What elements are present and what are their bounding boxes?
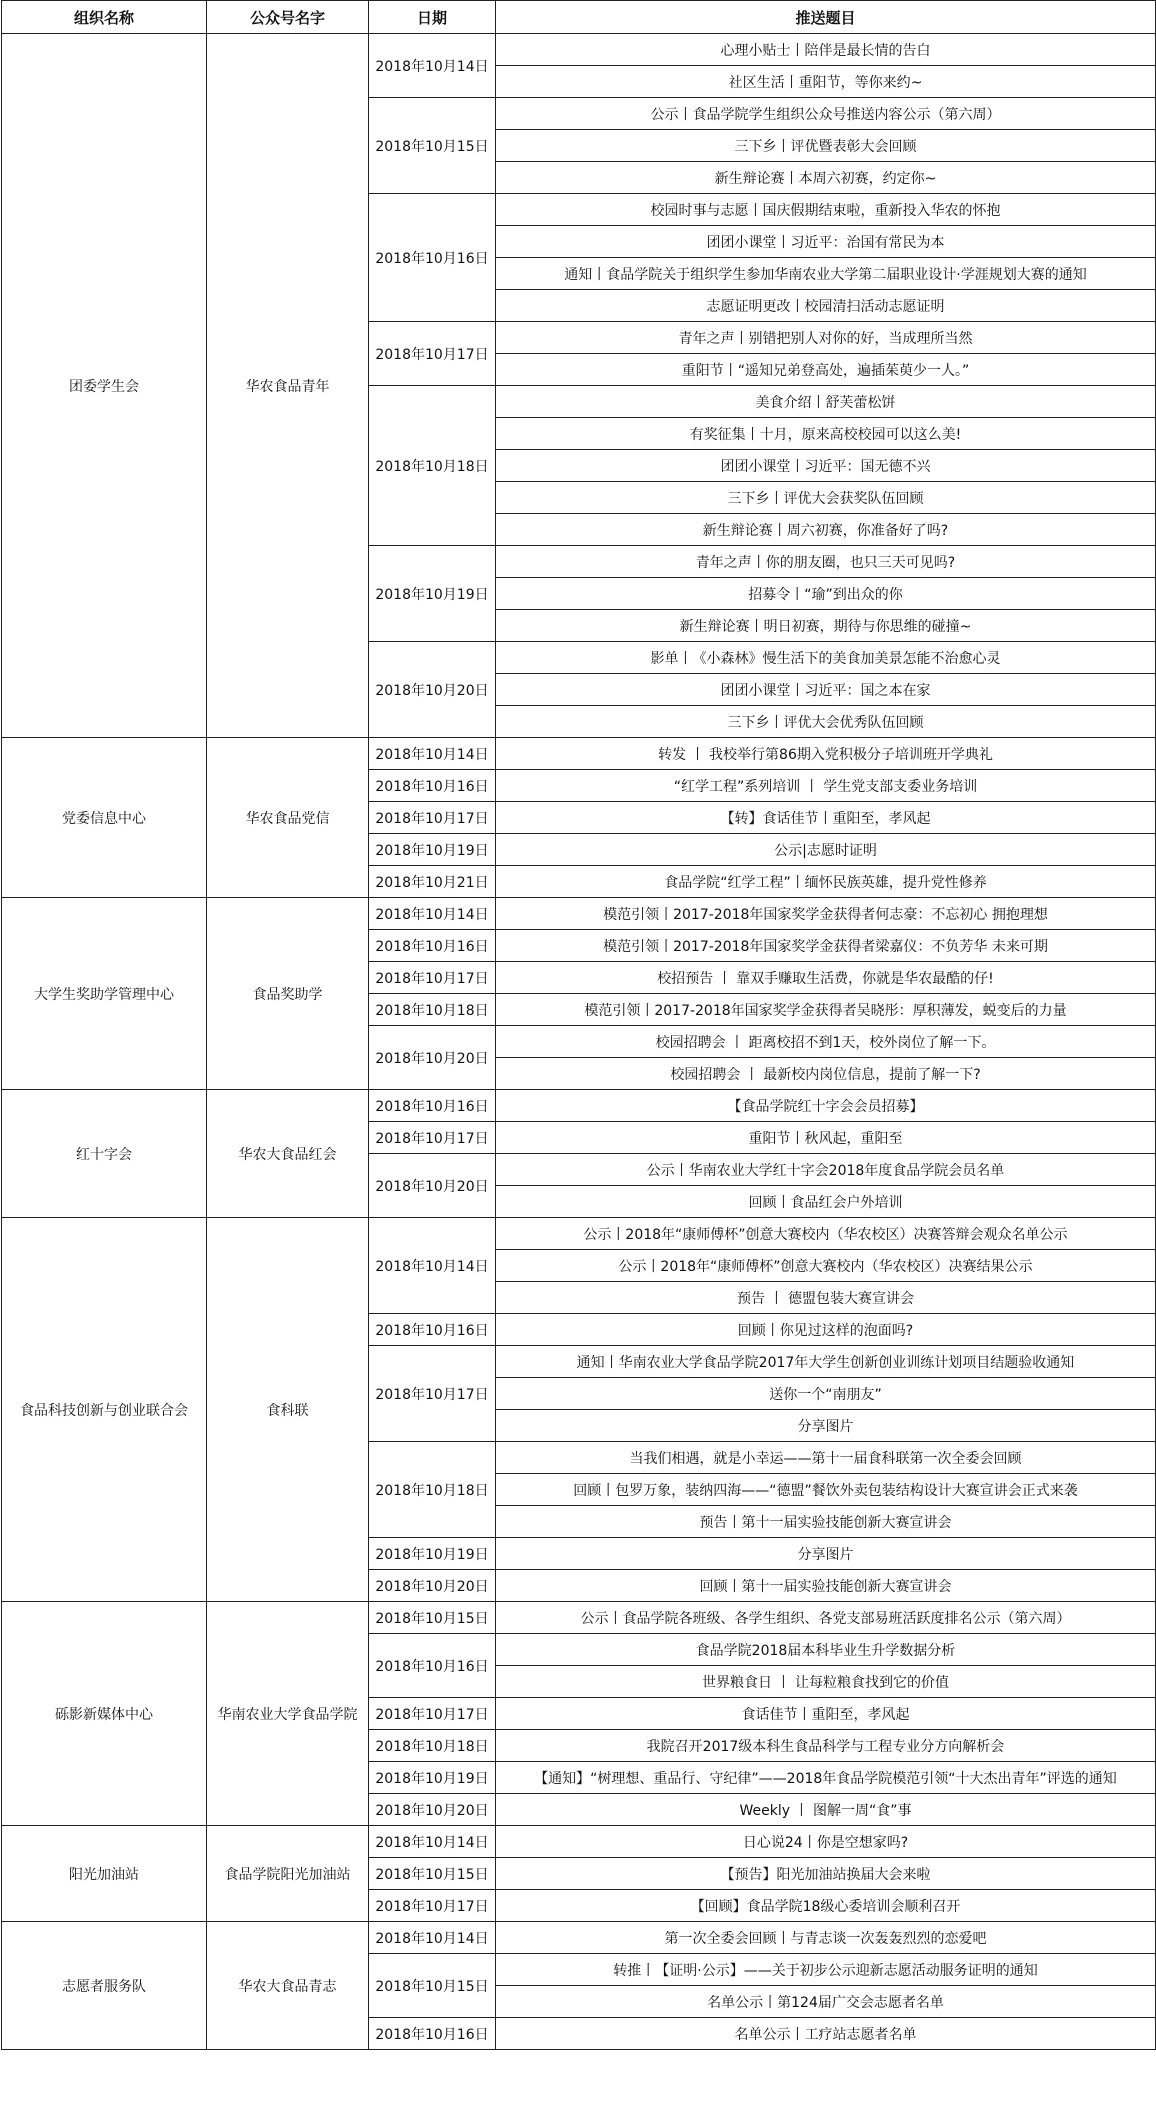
table-row bbox=[2, 1922, 1156, 1954]
account-name-cell: 华农食品党信 bbox=[207, 738, 369, 898]
push-title-cell: 【回顾】食品学院18级心委培训会顺利召开 bbox=[496, 1890, 1156, 1922]
account-name-cell: 华农食品青年 bbox=[207, 34, 369, 738]
push-title-cell: 公示|志愿时证明 bbox=[496, 834, 1156, 866]
account-name-cell: 食科联 bbox=[207, 1218, 369, 1602]
date-cell: 2018年10月20日 bbox=[369, 1026, 496, 1090]
push-title-cell: 预告丨第十一届实验技能创新大赛宣讲会 bbox=[496, 1506, 1156, 1538]
date-cell: 2018年10月16日 bbox=[369, 1090, 496, 1122]
push-title-cell: 公示丨华南农业大学红十字会2018年度食品学院会员名单 bbox=[496, 1154, 1156, 1186]
push-title-cell: 公示丨食品学院各班级、各学生组织、各党支部易班活跃度排名公示（第六周） bbox=[496, 1602, 1156, 1634]
table-row bbox=[2, 1826, 1156, 1858]
account-name-cell: 华农大食品红会 bbox=[207, 1090, 369, 1218]
push-title-cell: 青年之声丨你的朋友圈，也只三天可见吗? bbox=[496, 546, 1156, 578]
header-row bbox=[2, 1, 1156, 34]
push-title-cell: 美食介绍丨舒芙蕾松饼 bbox=[496, 386, 1156, 418]
push-title-cell: 预告 丨 德盟包装大赛宣讲会 bbox=[496, 1282, 1156, 1314]
org-name-cell: 党委信息中心 bbox=[2, 738, 207, 898]
push-schedule-table bbox=[1, 0, 1156, 2050]
date-cell: 2018年10月14日 bbox=[369, 738, 496, 770]
date-cell: 2018年10月20日 bbox=[369, 1570, 496, 1602]
date-cell: 2018年10月16日 bbox=[369, 1634, 496, 1698]
push-title-cell: 新生辩论赛丨明日初赛，期待与你思维的碰撞~ bbox=[496, 610, 1156, 642]
push-title-cell: 志愿证明更改丨校园清扫活动志愿证明 bbox=[496, 290, 1156, 322]
date-cell: 2018年10月19日 bbox=[369, 834, 496, 866]
push-title-cell: 心理小贴士丨陪伴是最长情的告白 bbox=[496, 34, 1156, 66]
push-title-cell: 分享图片 bbox=[496, 1410, 1156, 1442]
account-name-cell: 华农大食品青志 bbox=[207, 1922, 369, 2050]
push-title-cell: 世界粮食日 丨 让每粒粮食找到它的价值 bbox=[496, 1666, 1156, 1698]
push-title-cell: 模范引领丨2017-2018年国家奖学金获得者梁嘉仪：不负芳华 未来可期 bbox=[496, 930, 1156, 962]
push-title-cell: 【食品学院红十字会会员招募】 bbox=[496, 1090, 1156, 1122]
date-cell: 2018年10月18日 bbox=[369, 1442, 496, 1538]
push-title-cell: 分享图片 bbox=[496, 1538, 1156, 1570]
date-cell: 2018年10月20日 bbox=[369, 1794, 496, 1826]
date-cell: 2018年10月19日 bbox=[369, 1762, 496, 1794]
push-title-cell: 团团小课堂丨习近平：国无德不兴 bbox=[496, 450, 1156, 482]
org-name-cell: 食品科技创新与创业联合会 bbox=[2, 1218, 207, 1602]
push-title-cell: 【通知】“树理想、重品行、守纪律”——2018年食品学院模范引领“十大杰出青年”评选的通知 bbox=[496, 1762, 1156, 1794]
date-cell: 2018年10月16日 bbox=[369, 1314, 496, 1346]
push-title-cell: 名单公示丨工疗站志愿者名单 bbox=[496, 2018, 1156, 2050]
push-title-cell: 通知丨食品学院关于组织学生参加华南农业大学第二届职业设计·学涯规划大赛的通知 bbox=[496, 258, 1156, 290]
push-title-cell: 三下乡丨评优大会优秀队伍回顾 bbox=[496, 706, 1156, 738]
push-title-cell: 团团小课堂丨习近平：国之本在家 bbox=[496, 674, 1156, 706]
push-title-cell: 回顾丨你见过这样的泡面吗? bbox=[496, 1314, 1156, 1346]
date-cell: 2018年10月18日 bbox=[369, 994, 496, 1026]
push-title-cell: 送你一个“南朋友” bbox=[496, 1378, 1156, 1410]
push-title-cell: 影单丨《小森林》慢生活下的美食加美景怎能不治愈心灵 bbox=[496, 642, 1156, 674]
date-cell: 2018年10月16日 bbox=[369, 194, 496, 322]
push-title-cell: 转发 丨 我校举行第86期入党积极分子培训班开学典礼 bbox=[496, 738, 1156, 770]
org-name-cell: 志愿者服务队 bbox=[2, 1922, 207, 2050]
push-title-cell: 团团小课堂丨习近平：治国有常民为本 bbox=[496, 226, 1156, 258]
table-body bbox=[2, 34, 1156, 2050]
date-cell: 2018年10月17日 bbox=[369, 1890, 496, 1922]
push-title-cell: 名单公示丨第124届广交会志愿者名单 bbox=[496, 1986, 1156, 2018]
header-org: 组织名称 bbox=[2, 1, 207, 34]
push-title-cell: “红学工程”系列培训 丨 学生党支部支委业务培训 bbox=[496, 770, 1156, 802]
date-cell: 2018年10月18日 bbox=[369, 386, 496, 546]
push-title-cell: 【预告】阳光加油站换届大会来啦 bbox=[496, 1858, 1156, 1890]
date-cell: 2018年10月15日 bbox=[369, 1602, 496, 1634]
header-date: 日期 bbox=[369, 1, 496, 34]
date-cell: 2018年10月17日 bbox=[369, 1698, 496, 1730]
date-cell: 2018年10月14日 bbox=[369, 1826, 496, 1858]
push-title-cell: 校园招聘会 丨 最新校内岗位信息，提前了解一下? bbox=[496, 1058, 1156, 1090]
push-title-cell: 新生辩论赛丨周六初赛，你准备好了吗? bbox=[496, 514, 1156, 546]
push-title-cell: 校园招聘会 丨 距离校招不到1天，校外岗位了解一下。 bbox=[496, 1026, 1156, 1058]
push-title-cell: 青年之声丨别错把别人对你的好，当成理所当然 bbox=[496, 322, 1156, 354]
push-title-cell: 第一次全委会回顾丨与青志谈一次轰轰烈烈的恋爱吧 bbox=[496, 1922, 1156, 1954]
org-name-cell: 砾影新媒体中心 bbox=[2, 1602, 207, 1826]
date-cell: 2018年10月17日 bbox=[369, 322, 496, 386]
org-name-cell: 团委学生会 bbox=[2, 34, 207, 738]
push-title-cell: 转推丨【证明·公示】——关于初步公示迎新志愿活动服务证明的通知 bbox=[496, 1954, 1156, 1986]
date-cell: 2018年10月17日 bbox=[369, 1346, 496, 1442]
push-title-cell: 我院召开2017级本科生食品科学与工程专业分方向解析会 bbox=[496, 1730, 1156, 1762]
account-name-cell: 食品学院阳光加油站 bbox=[207, 1826, 369, 1922]
table-row bbox=[2, 738, 1156, 770]
push-title-cell: 有奖征集丨十月，原来高校校园可以这么美! bbox=[496, 418, 1156, 450]
date-cell: 2018年10月21日 bbox=[369, 866, 496, 898]
table-row bbox=[2, 1218, 1156, 1250]
account-name-cell: 食品奖助学 bbox=[207, 898, 369, 1090]
org-name-cell: 阳光加油站 bbox=[2, 1826, 207, 1922]
date-cell: 2018年10月16日 bbox=[369, 770, 496, 802]
date-cell: 2018年10月17日 bbox=[369, 962, 496, 994]
push-title-cell: 【转】食话佳节丨重阳至，孝风起 bbox=[496, 802, 1156, 834]
org-name-cell: 大学生奖助学管理中心 bbox=[2, 898, 207, 1090]
push-title-cell: 重阳节丨“遥知兄弟登高处，遍插茱萸少一人。” bbox=[496, 354, 1156, 386]
table-row bbox=[2, 1602, 1156, 1634]
table-row bbox=[2, 898, 1156, 930]
date-cell: 2018年10月14日 bbox=[369, 34, 496, 98]
date-cell: 2018年10月20日 bbox=[369, 642, 496, 738]
date-cell: 2018年10月19日 bbox=[369, 546, 496, 642]
push-title-cell: 通知丨华南农业大学食品学院2017年大学生创新创业训练计划项目结题验收通知 bbox=[496, 1346, 1156, 1378]
push-title-cell: 当我们相遇，就是小幸运——第十一届食科联第一次全委会回顾 bbox=[496, 1442, 1156, 1474]
push-title-cell: 三下乡丨评优大会获奖队伍回顾 bbox=[496, 482, 1156, 514]
date-cell: 2018年10月18日 bbox=[369, 1730, 496, 1762]
header-account: 公众号名字 bbox=[207, 1, 369, 34]
push-title-cell: 招募令丨“瑜”到出众的你 bbox=[496, 578, 1156, 610]
push-title-cell: 回顾丨食品红会户外培训 bbox=[496, 1186, 1156, 1218]
date-cell: 2018年10月17日 bbox=[369, 1122, 496, 1154]
date-cell: 2018年10月19日 bbox=[369, 1538, 496, 1570]
table-row bbox=[2, 1090, 1156, 1122]
date-cell: 2018年10月14日 bbox=[369, 898, 496, 930]
date-cell: 2018年10月15日 bbox=[369, 1858, 496, 1890]
push-title-cell: 模范引领丨2017-2018年国家奖学金获得者何志豪：不忘初心 拥抱理想 bbox=[496, 898, 1156, 930]
date-cell: 2018年10月17日 bbox=[369, 802, 496, 834]
push-title-cell: Weekly 丨 图解一周“食”事 bbox=[496, 1794, 1156, 1826]
push-title-cell: 食品学院2018届本科毕业生升学数据分析 bbox=[496, 1634, 1156, 1666]
push-title-cell: 食品学院“红学工程”丨缅怀民族英雄，提升党性修养 bbox=[496, 866, 1156, 898]
push-title-cell: 校园时事与志愿丨国庆假期结束啦，重新投入华农的怀抱 bbox=[496, 194, 1156, 226]
date-cell: 2018年10月16日 bbox=[369, 2018, 496, 2050]
push-title-cell: 社区生活丨重阳节，等你来约~ bbox=[496, 66, 1156, 98]
date-cell: 2018年10月14日 bbox=[369, 1922, 496, 1954]
push-title-cell: 校招预告 丨 靠双手赚取生活费，你就是华农最酷的仔! bbox=[496, 962, 1156, 994]
push-title-cell: 回顾丨第十一届实验技能创新大赛宣讲会 bbox=[496, 1570, 1156, 1602]
push-title-cell: 新生辩论赛丨本周六初赛，约定你~ bbox=[496, 162, 1156, 194]
org-name-cell: 红十字会 bbox=[2, 1090, 207, 1218]
date-cell: 2018年10月15日 bbox=[369, 98, 496, 194]
date-cell: 2018年10月15日 bbox=[369, 1954, 496, 2018]
push-title-cell: 回顾丨包罗万象，装纳四海——“德盟”餐饮外卖包装结构设计大赛宣讲会正式来袭 bbox=[496, 1474, 1156, 1506]
push-title-cell: 三下乡丨评优暨表彰大会回顾 bbox=[496, 130, 1156, 162]
account-name-cell: 华南农业大学食品学院 bbox=[207, 1602, 369, 1826]
push-title-cell: 重阳节丨秋风起，重阳至 bbox=[496, 1122, 1156, 1154]
date-cell: 2018年10月14日 bbox=[369, 1218, 496, 1314]
table-row bbox=[2, 34, 1156, 66]
push-title-cell: 模范引领丨2017-2018年国家奖学金获得者吴晓彤：厚积薄发，蜕变后的力量 bbox=[496, 994, 1156, 1026]
date-cell: 2018年10月20日 bbox=[369, 1154, 496, 1218]
push-title-cell: 公示丨2018年“康师傅杯”创意大赛校内（华农校区）决赛结果公示 bbox=[496, 1250, 1156, 1282]
push-title-cell: 日心说24丨你是空想家吗? bbox=[496, 1826, 1156, 1858]
push-title-cell: 公示丨食品学院学生组织公众号推送内容公示（第六周） bbox=[496, 98, 1156, 130]
date-cell: 2018年10月16日 bbox=[369, 930, 496, 962]
header-title: 推送题目 bbox=[496, 1, 1156, 34]
push-title-cell: 公示丨2018年“康师傅杯”创意大赛校内（华农校区）决赛答辩会观众名单公示 bbox=[496, 1218, 1156, 1250]
push-title-cell: 食话佳节丨重阳至，孝风起 bbox=[496, 1698, 1156, 1730]
